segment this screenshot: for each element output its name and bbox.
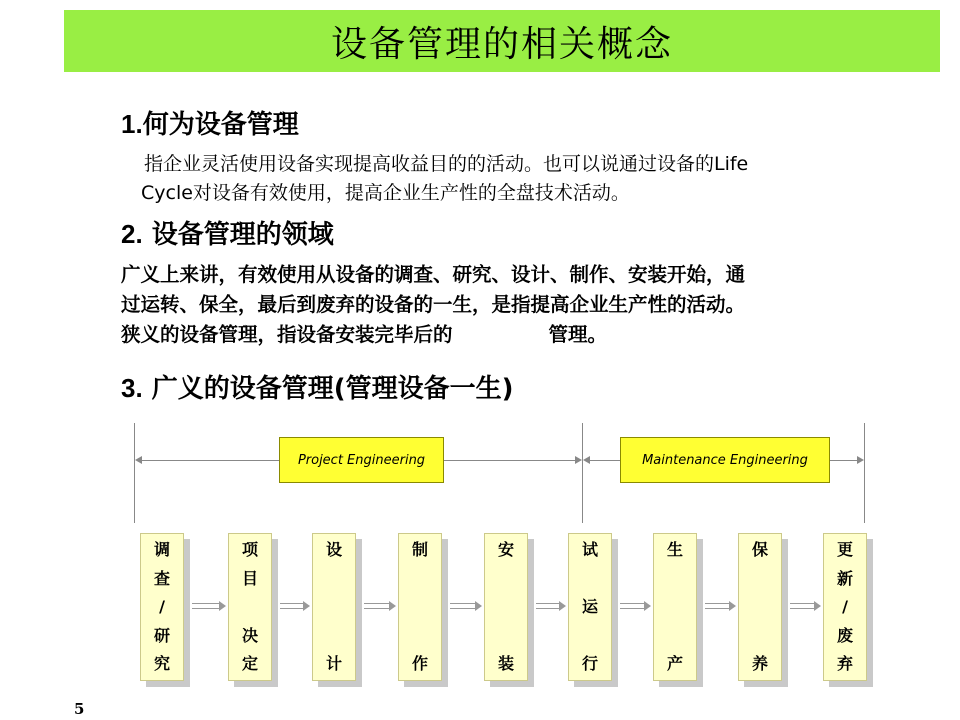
stage-char: 行 [581,654,598,673]
arrow-left-icon [135,456,142,464]
flow-arrow-icon [192,603,226,609]
section-1-line-2: Cycle对设备有效使用，提高企业生产性的全盘技术活动。 [141,182,630,204]
stage-box [823,533,867,681]
flow-arrow-icon [280,603,310,609]
stage-char: 装 [497,654,514,673]
page-title: 设备管理的相关概念 [330,23,673,65]
stage-char [672,597,678,617]
flow-arrow-icon [364,603,396,609]
section-1-line-1: 指企业灵活使用设备实现提高收益目的的活动。也可以说通过设备的Life [144,153,749,175]
stage-char [503,626,509,646]
stage-char: 生 [666,540,683,559]
stage-label [228,533,272,681]
flow-arrow-icon [536,603,566,609]
phase-maintenance-engineering: Maintenance Engineering [620,437,830,483]
boundary-line-end [864,423,865,523]
boundary-line-start [134,423,135,523]
stage-box [738,533,782,681]
stage-char: 运 [581,597,598,616]
flow-arrow-icon [705,603,736,609]
stage-char [417,626,423,646]
stage-char [587,626,593,646]
stage-char: 保 [751,540,768,559]
stage-char: 安 [497,540,514,559]
arrow-right-icon [575,456,582,464]
arrow-left-icon [583,456,590,464]
section-2-number: 2. [121,219,143,249]
section-1-title: 何为设备管理 [142,110,299,140]
section-2-line-2: 过运转、保全，最后到废弃的设备的一生，是指提高企业生产性的活动。 [121,293,746,316]
section-1-number: 1. [121,109,143,139]
stage-char: 试 [581,540,598,559]
stage-char: 产 [666,654,683,673]
stage-label [738,533,782,681]
stage-char [757,626,763,646]
title-bar [64,10,940,72]
stage-char [331,626,337,646]
section-2-heading [121,214,334,251]
section-2-line-1: 广义上来讲，有效使用从设备的调查、研究、设计、制作、安装开始，通 [121,263,746,286]
stage-char [331,597,337,617]
flow-arrow-icon [450,603,482,609]
stage-box [228,533,272,681]
section-2-title: 设备管理的领域 [142,220,334,250]
stage-char [672,569,678,589]
stage-box [484,533,528,681]
stage-char: 调 [153,540,170,559]
stage-char [503,597,509,617]
stage-char [672,626,678,646]
stage-char: 究 [153,654,170,673]
stage-char: 新 [836,568,853,588]
stage-char: 弃 [836,654,853,673]
stage-char: / [842,597,848,616]
flow-arrow-icon [620,603,651,609]
stage-char [587,569,593,589]
stage-box [398,533,442,681]
section-2-line-3 [121,320,901,350]
stage-label [398,533,442,681]
stage-char: 废 [836,625,853,645]
stage-char [247,597,253,617]
stage-char: 项 [241,540,258,559]
stage-label [140,533,184,681]
section-1-heading [121,104,299,141]
stage-label [312,533,356,681]
section-2-body [121,260,901,350]
stage-char [757,597,763,617]
stage-label [653,533,697,681]
boundary-line-middle [582,423,583,523]
stage-box [568,533,612,681]
stage-char [503,569,509,589]
section-1-body [141,150,914,208]
stage-label [484,533,528,681]
stage-char: 设 [325,540,342,559]
stage-char [757,569,763,589]
stage-char [331,569,337,589]
stage-char: 计 [325,654,342,673]
stage-char: 决 [241,625,258,645]
stage-char: / [159,597,165,616]
stage-char: 查 [153,568,170,588]
stage-char [417,569,423,589]
arrow-right-icon [857,456,864,464]
stage-char: 制 [411,540,428,559]
stage-char: 目 [241,568,258,588]
stage-char: 定 [241,654,258,673]
section-3-title: 广义的设备管理(管理设备一生) [142,374,514,404]
section-3-heading [121,368,514,405]
stage-char: 研 [153,625,170,645]
stage-label [823,533,867,681]
page-number: 5 [74,700,85,718]
section-3-number: 3. [121,373,143,403]
section-2-line-3a: 狭义的设备管理，指设备安装完毕后的 [121,323,453,346]
flow-arrow-icon [790,603,821,609]
stage-char: 更 [836,540,853,559]
section-2-line-3b: 管理。 [548,323,608,346]
stage-box [140,533,184,681]
phase-project-engineering: Project Engineering [279,437,444,483]
stage-box [653,533,697,681]
stage-label [568,533,612,681]
stage-box [312,533,356,681]
stage-char: 养 [751,654,768,673]
stage-char [417,597,423,617]
stage-char: 作 [411,654,428,673]
